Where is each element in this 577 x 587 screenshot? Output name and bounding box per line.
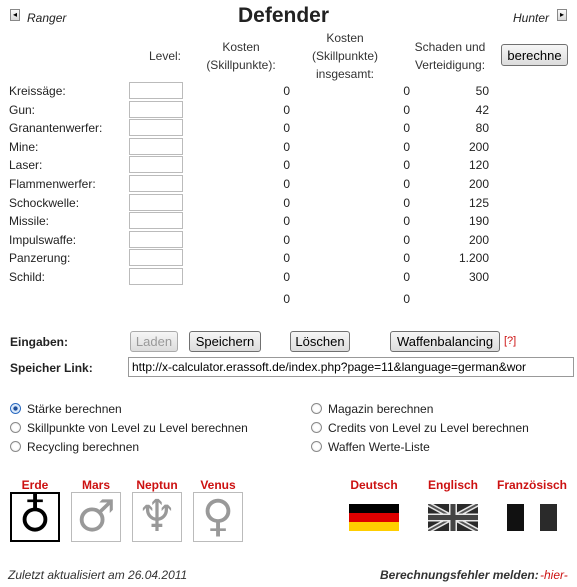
option-label[interactable]: Waffen Werte-Liste (328, 440, 430, 454)
skill-level-input[interactable] (129, 249, 183, 266)
skill-level-input[interactable] (129, 212, 183, 229)
skill-gesamt-value: 0 (403, 139, 410, 154)
option-label[interactable]: Skillpunkte von Level zu Level berechnen (27, 421, 248, 435)
speichern-button[interactable]: Speichern (189, 331, 261, 352)
skill-gesamt-value: 0 (403, 251, 410, 266)
skill-kosten-value: 0 (283, 139, 290, 154)
skill-wert-value: 50 (475, 84, 489, 98)
skill-kosten-value: 0 (283, 251, 290, 266)
waffenbalancing-button[interactable]: Waffenbalancing (390, 331, 500, 352)
skill-level-input[interactable] (129, 138, 183, 155)
skill-gesamt-value: 0 (403, 84, 410, 98)
updated-text: Zuletzt aktualisiert am 26.04.2011 (8, 568, 188, 582)
prev-class-link[interactable]: Ranger (27, 11, 67, 25)
option-label[interactable]: Magazin berechnen (328, 402, 434, 416)
skill-label: Mine: (9, 139, 39, 154)
prev-class-button[interactable]: ◂ (10, 9, 20, 21)
header-kosten-line2: (Skillpunkte): (206, 58, 276, 72)
skill-kosten-value: 0 (283, 270, 290, 284)
option-radio[interactable] (10, 422, 21, 433)
skill-kosten-value: 0 (283, 102, 290, 117)
option-radio[interactable] (311, 422, 322, 433)
header-kosten (195, 38, 287, 74)
skill-label: Laser: (9, 158, 43, 173)
skill-wert-value: 200 (468, 232, 489, 247)
german-flag-icon[interactable] (349, 504, 399, 531)
total-kosten: 0 (283, 292, 290, 306)
planet-symbol-icon: ♀ (201, 491, 235, 542)
skill-wert-value: 80 (475, 121, 489, 136)
page-title: Defender (238, 4, 330, 27)
planet-symbol-icon: ♂ (76, 491, 116, 542)
option-radio[interactable] (311, 441, 322, 452)
header-kosten-line1: Kosten (222, 40, 260, 54)
skill-kosten-value: 0 (283, 158, 290, 173)
option-radio[interactable] (10, 403, 21, 414)
skill-wert-value: 300 (468, 270, 489, 284)
planet-venus-button[interactable] (193, 492, 243, 542)
option-radio[interactable] (10, 441, 21, 452)
skill-wert-value: 190 (468, 214, 489, 229)
header-schaden-line1: Schaden und (414, 40, 486, 54)
skill-kosten-value: 0 (283, 214, 290, 229)
skill-gesamt-value: 0 (403, 158, 410, 173)
skill-label: Gun: (9, 102, 36, 117)
skill-level-input[interactable] (129, 101, 183, 118)
skill-gesamt-value: 0 (403, 177, 410, 191)
header-kosten-gesamt-line1: Kosten (326, 31, 364, 45)
help-link[interactable]: [?] (504, 335, 517, 347)
language-name: Französisch (496, 478, 568, 492)
skill-gesamt-value: 0 (403, 214, 410, 229)
skill-level-input[interactable] (129, 268, 183, 285)
skill-wert-value: 120 (468, 158, 489, 173)
speicher-link-field[interactable] (128, 357, 574, 377)
skill-wert-value: 125 (468, 195, 489, 210)
planet-symbol-icon: ♆ (137, 491, 177, 542)
header-kosten-gesamt-line2: (Skillpunkte) (311, 49, 379, 63)
skill-label: Kreissäge: (9, 84, 66, 98)
english-flag-icon[interactable] (428, 504, 478, 531)
skill-gesamt-value: 0 (403, 270, 410, 284)
berechne-button[interactable]: berechne (501, 44, 568, 66)
header-level: Level: (148, 49, 182, 63)
header-kosten-gesamt-line3: insgesamt: (315, 67, 375, 81)
skill-level-input[interactable] (129, 194, 183, 211)
skill-gesamt-value: 0 (403, 121, 410, 136)
planet-erde-button[interactable] (10, 492, 60, 542)
next-class-button[interactable]: ▸ (557, 9, 567, 21)
skill-level-input[interactable] (129, 119, 183, 136)
skill-label: Panzerung: (9, 251, 71, 266)
skill-gesamt-value: 0 (403, 195, 410, 210)
french-flag-icon[interactable] (507, 504, 557, 531)
total-gesamt: 0 (403, 292, 410, 306)
option-label[interactable]: Credits von Level zu Level berechnen (328, 421, 529, 435)
skill-gesamt-value: 0 (403, 102, 410, 117)
fehler-label: Berechnungsfehler melden: (380, 568, 539, 582)
eingaben-label: Eingaben: (10, 335, 69, 349)
skill-level-input[interactable] (129, 175, 183, 192)
skill-label: Schockwelle: (9, 195, 80, 210)
planet-neptun-button[interactable] (132, 492, 182, 542)
skill-wert-value: 200 (468, 177, 489, 191)
skill-kosten-value: 0 (283, 121, 290, 136)
skill-label: Missile: (9, 214, 50, 229)
speicher-label: Speicher Link: (10, 361, 93, 375)
skill-label: Granantenwerfer: (9, 121, 103, 136)
skill-wert-value: 1.200 (458, 251, 489, 266)
skill-wert-value: 42 (475, 102, 489, 117)
next-class-link[interactable]: Hunter (513, 11, 550, 25)
skill-label: Impulswaffe: (9, 232, 77, 247)
language-name: Englisch (427, 478, 478, 492)
loeschen-button[interactable]: Löschen (290, 331, 350, 352)
skill-kosten-value: 0 (283, 232, 290, 247)
header-kosten-gesamt (300, 29, 390, 83)
skill-level-input[interactable] (129, 82, 183, 99)
option-label[interactable]: Recycling berechnen (27, 440, 140, 454)
skill-kosten-value: 0 (283, 195, 290, 210)
planet-symbol-icon: ♁ (18, 491, 52, 542)
planet-name: Mars (81, 478, 110, 492)
header-schaden-line2: Verteidigung: (414, 58, 486, 72)
skill-level-input[interactable] (129, 156, 183, 173)
header-schaden (405, 38, 495, 74)
fehler-link[interactable]: -hier- (540, 568, 568, 582)
skill-kosten-value: 0 (283, 177, 290, 191)
option-label[interactable]: Stärke berechnen (27, 402, 122, 416)
skill-gesamt-value: 0 (403, 232, 410, 247)
skill-kosten-value: 0 (283, 84, 290, 98)
planet-mars-button[interactable] (71, 492, 121, 542)
planet-name: Neptun (136, 478, 178, 492)
skill-level-input[interactable] (129, 231, 183, 248)
planet-name: Venus (200, 478, 236, 492)
laden-button[interactable]: Laden (130, 331, 178, 352)
planet-name: Erde (21, 478, 49, 492)
option-radio[interactable] (311, 403, 322, 414)
skill-label: Flammenwerfer: (9, 177, 96, 191)
skill-label: Schild: (9, 270, 46, 284)
skill-wert-value: 200 (468, 139, 489, 154)
language-name: Deutsch (350, 478, 398, 492)
